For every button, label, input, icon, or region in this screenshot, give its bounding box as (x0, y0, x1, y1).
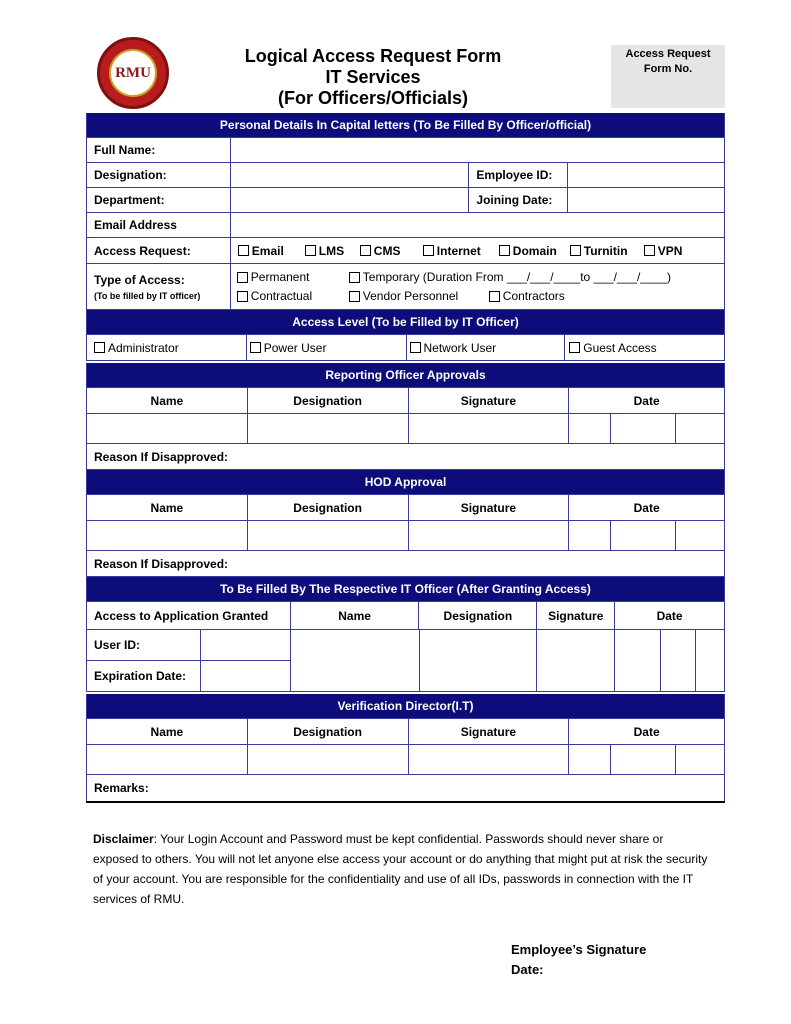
user-id-field[interactable] (201, 630, 291, 661)
verification-date-year[interactable] (676, 745, 725, 775)
hod-name-field[interactable] (87, 521, 248, 551)
employee-signature-block (511, 940, 646, 980)
form-title (200, 46, 546, 109)
hod-approval-heading: HOD Approval (87, 470, 725, 495)
checkbox[interactable] (360, 245, 371, 256)
email-address-label: Email Address (87, 213, 231, 238)
reporting-signature-field[interactable] (409, 414, 570, 444)
access-level-heading: Access Level (To be Filled by IT Officer) (87, 310, 725, 335)
disclaimer-text: : Your Login Account and Password must be kept confidential. Passwords should never share or exposed to others. You will not let anyone else access your account or do anything that might put at risk the security of your account. You are responsible for the confidentiality and use of all IDs, passwords in connection with the IT services of RMU. (93, 832, 708, 906)
expiration-date-field[interactable] (201, 661, 291, 692)
title-line-3: (For Officers/Officials) (277, 88, 469, 108)
type-of-access-label: Type of Access: (94, 272, 185, 287)
joining-date-field[interactable] (568, 188, 725, 213)
verification-signature-header: Signature (409, 719, 570, 745)
it-date-month[interactable] (661, 630, 696, 692)
reporting-name-field[interactable] (87, 414, 248, 444)
email-address-field[interactable] (231, 213, 725, 238)
type-of-access-options (231, 264, 725, 310)
logo-text: RMU (109, 49, 157, 97)
full-name-label: Full Name: (87, 138, 231, 163)
it-name-field[interactable] (291, 630, 420, 692)
it-date-day[interactable] (615, 630, 661, 692)
checkbox[interactable] (250, 342, 261, 353)
it-officer-heading: To Be Filled By The Respective IT Officer (After Granting Access) (87, 577, 725, 602)
verification-heading: Verification Director(I.T) (87, 694, 725, 719)
checkbox[interactable] (423, 245, 434, 256)
it-name-header: Name (291, 602, 420, 630)
type-contractual[interactable]: Contractual (237, 289, 349, 303)
title-line-2: IT Services (325, 67, 421, 87)
verification-designation-header: Designation (248, 719, 409, 745)
hod-signature-field[interactable] (409, 521, 570, 551)
joining-date-label: Joining Date: (469, 188, 568, 213)
full-name-field[interactable] (231, 138, 725, 163)
it-credentials-cell (87, 630, 291, 692)
disclaimer-label: Disclaimer (93, 832, 154, 846)
it-signature-header: Signature (537, 602, 615, 630)
reporting-officer-heading: Reporting Officer Approvals (87, 363, 725, 388)
hod-reason-label: Reason If Disapproved: (87, 551, 725, 577)
access-option-lms[interactable]: LMS (305, 244, 360, 258)
form-number-box (611, 45, 725, 108)
it-designation-header: Designation (419, 602, 537, 630)
type-of-access-cell (87, 264, 231, 310)
checkbox[interactable] (489, 291, 500, 302)
remarks-label: Remarks: (87, 775, 725, 801)
reporting-date-month[interactable] (611, 414, 676, 444)
rmu-logo (97, 37, 169, 109)
level-power-user[interactable]: Power User (247, 335, 407, 361)
verification-signature-field[interactable] (409, 745, 570, 775)
type-contractors[interactable]: Contractors (489, 289, 565, 303)
level-administrator[interactable]: Administrator (87, 335, 247, 361)
form-no-label-2: Form No. (643, 63, 693, 75)
checkbox[interactable] (349, 272, 360, 283)
access-option-domain[interactable]: Domain (499, 244, 570, 258)
access-option-cms[interactable]: CMS (360, 244, 423, 258)
title-line-1: Logical Access Request Form (244, 46, 502, 66)
verification-name-field[interactable] (87, 745, 248, 775)
type-temporary[interactable]: Temporary (Duration From ___/___/____to ___/___/____) (349, 270, 671, 284)
hod-designation-header: Designation (248, 495, 409, 521)
access-option-email[interactable]: Email (238, 244, 305, 258)
reporting-date-day[interactable] (569, 414, 611, 444)
access-request-form (86, 113, 725, 803)
type-of-access-note: (To be filled by IT officer) (94, 290, 201, 301)
employee-id-label: Employee ID: (469, 163, 568, 188)
checkbox[interactable] (94, 342, 105, 353)
type-permanent[interactable]: Permanent (237, 270, 349, 284)
reporting-reason-label: Reason If Disapproved: (87, 444, 725, 470)
hod-signature-header: Signature (409, 495, 570, 521)
it-designation-field[interactable] (420, 630, 538, 692)
it-date-header: Date (615, 602, 725, 630)
personal-details-heading: Personal Details In Capital letters (To Be Filled By Officer/official) (87, 113, 725, 138)
it-date-year[interactable] (696, 630, 725, 692)
employee-id-field[interactable] (568, 163, 725, 188)
verification-name-header: Name (87, 719, 248, 745)
hod-designation-field[interactable] (248, 521, 409, 551)
checkbox[interactable] (570, 245, 581, 256)
designation-label: Designation: (87, 163, 231, 188)
level-network-user[interactable]: Network User (407, 335, 566, 361)
reporting-designation-header: Designation (248, 388, 409, 414)
disclaimer (93, 829, 708, 909)
reporting-date-year[interactable] (676, 414, 725, 444)
hod-date-header: Date (569, 495, 725, 521)
signature-date-label: Date: (511, 962, 544, 977)
verification-date-day[interactable] (569, 745, 611, 775)
checkbox[interactable] (305, 245, 316, 256)
reporting-signature-header: Signature (409, 388, 570, 414)
access-option-vpn[interactable]: VPN (644, 244, 683, 258)
checkbox[interactable] (410, 342, 421, 353)
access-option-internet[interactable]: Internet (423, 244, 499, 258)
hod-date-day[interactable] (569, 521, 611, 551)
reporting-name-header: Name (87, 388, 248, 414)
department-label: Department: (87, 188, 231, 213)
access-option-turnitin[interactable]: Turnitin (570, 244, 644, 258)
checkbox[interactable] (237, 272, 248, 283)
type-vendor-personnel[interactable]: Vendor Personnel (349, 289, 489, 303)
verification-date-header: Date (569, 719, 725, 745)
verification-designation-field[interactable] (248, 745, 409, 775)
user-id-label: User ID: (87, 630, 201, 661)
access-request-options (231, 238, 725, 264)
checkbox[interactable] (644, 245, 655, 256)
it-signature-field[interactable] (537, 630, 615, 692)
access-granted-header: Access to Application Granted (87, 602, 291, 630)
form-no-label-1: Access Request (625, 48, 711, 60)
checkbox[interactable] (349, 291, 360, 302)
reporting-date-header: Date (569, 388, 725, 414)
reporting-designation-field[interactable] (248, 414, 409, 444)
expiration-date-label: Expiration Date: (87, 661, 201, 692)
designation-field[interactable] (231, 163, 470, 188)
access-request-label: Access Request: (87, 238, 231, 264)
checkbox[interactable] (569, 342, 580, 353)
department-field[interactable] (231, 188, 470, 213)
hod-date-year[interactable] (676, 521, 725, 551)
level-guest-access[interactable]: Guest Access (565, 335, 725, 361)
verification-date-month[interactable] (611, 745, 676, 775)
employee-signature-label: Employee’s Signature (511, 942, 647, 957)
hod-date-month[interactable] (611, 521, 676, 551)
checkbox[interactable] (238, 245, 249, 256)
checkbox[interactable] (237, 291, 248, 302)
checkbox[interactable] (499, 245, 510, 256)
hod-name-header: Name (87, 495, 248, 521)
